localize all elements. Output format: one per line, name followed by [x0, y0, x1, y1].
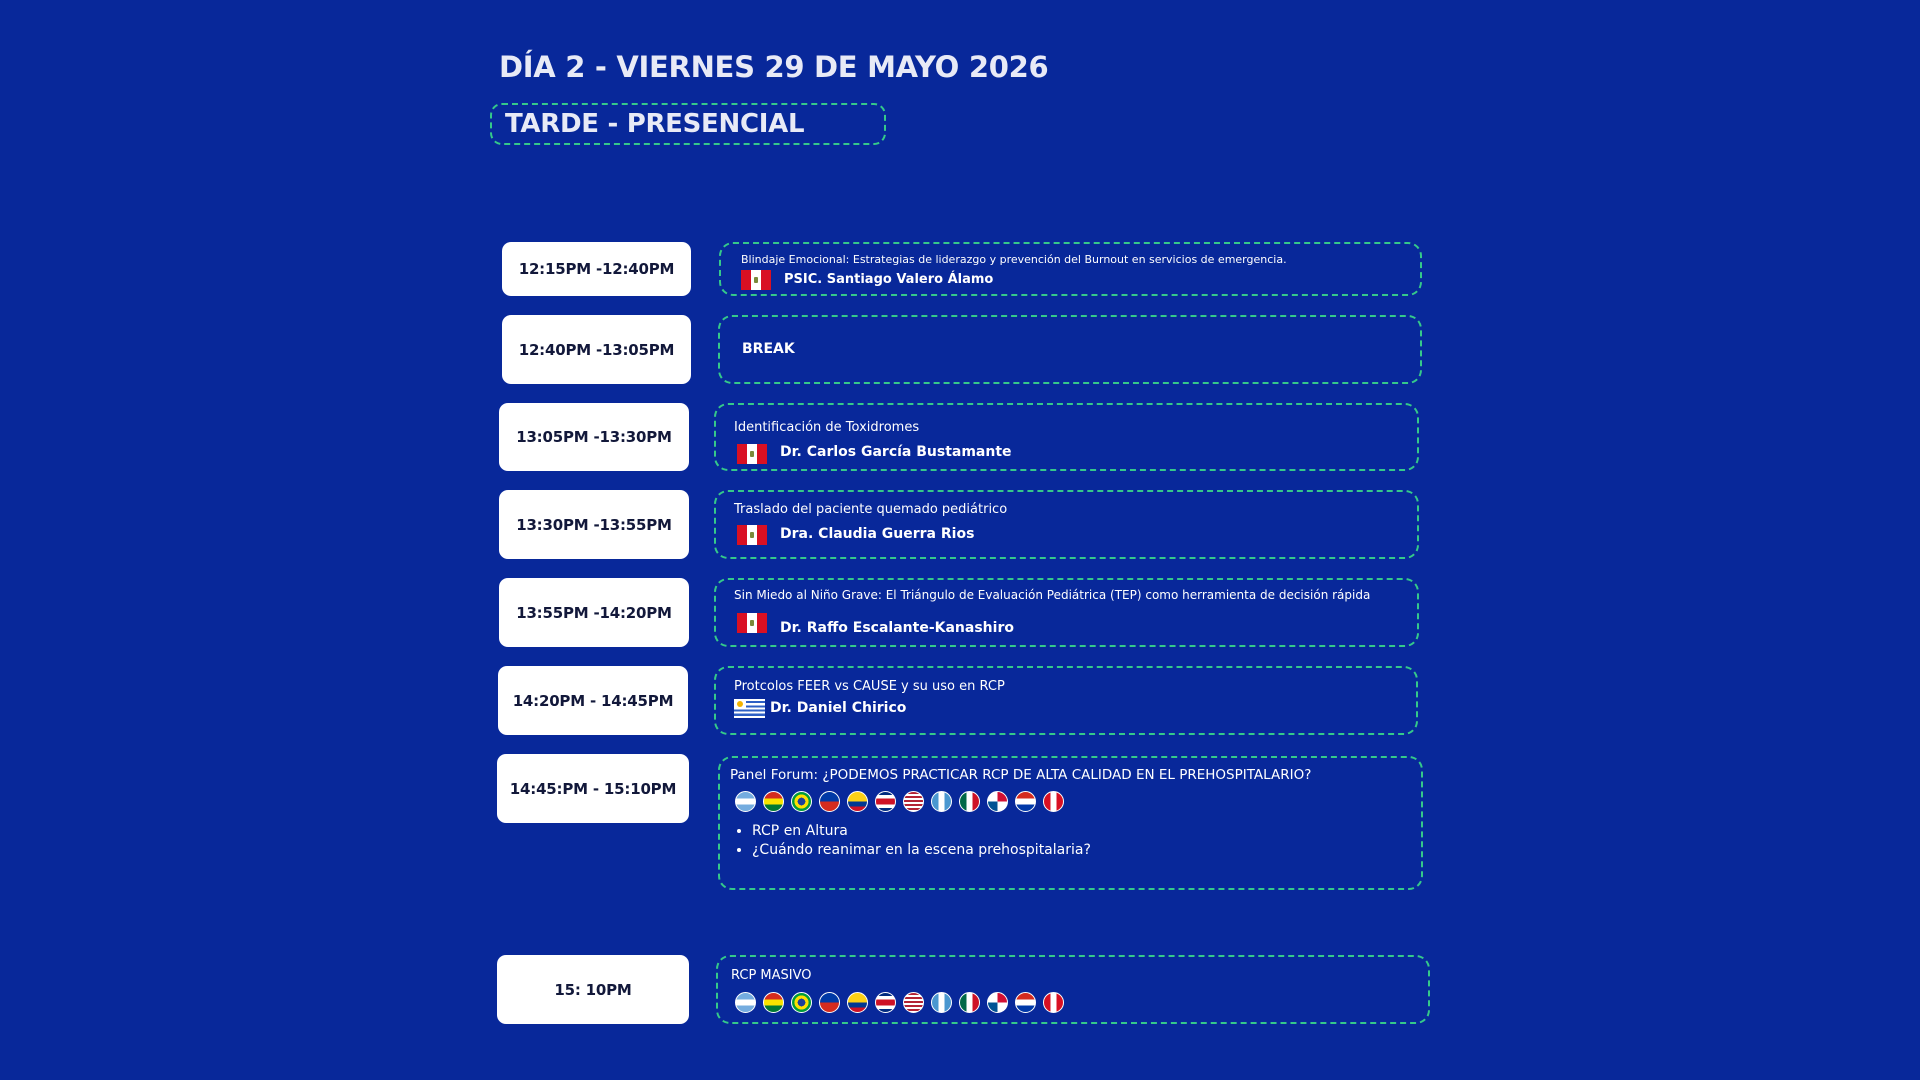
panel-card: [718, 756, 1423, 890]
session-type-box: [490, 103, 886, 145]
time-slot: 12:15PM -12:40PM: [502, 242, 691, 296]
speaker-name: Dr. Daniel Chirico: [770, 700, 907, 716]
list-item: • RCP en Altura: [752, 822, 1091, 841]
time-slot: 15: 10PM: [497, 955, 689, 1024]
colombia-flag-icon: [847, 992, 868, 1013]
uruguay-flag-icon: [734, 699, 765, 718]
session-card: [719, 242, 1422, 296]
usa-flag-icon: [903, 992, 924, 1013]
day-title: DÍA 2 - VIERNES 29 DE MAYO 2026: [499, 50, 1049, 84]
guatemala-flag-icon: [931, 791, 952, 812]
paraguay-flag-icon: [1015, 992, 1036, 1013]
bolivia-flag-icon: [763, 992, 784, 1013]
session-type-label: TARDE - PRESENCIAL: [505, 109, 805, 139]
brazil-flag-icon: [791, 992, 812, 1013]
session-card: [714, 666, 1418, 735]
session-card: [714, 403, 1419, 471]
mexico-flag-icon: [959, 791, 980, 812]
panel-topic: Panel Forum: ¿PODEMOS PRACTICAR RCP DE ALTA CALIDAD EN EL PREHOSPITALARIO?: [730, 767, 1312, 783]
speaker-name: PSIC. Santiago Valero Álamo: [784, 272, 994, 287]
peru-flag-icon: [737, 444, 767, 464]
break-label: BREAK: [742, 341, 795, 357]
session-card: [714, 578, 1419, 647]
argentina-flag-icon: [735, 791, 756, 812]
peru-flag-icon: [737, 525, 767, 545]
session-topic: Traslado del paciente quemado pediátrico: [734, 502, 1008, 517]
time-slot: 14:45:PM - 15:10PM: [497, 754, 689, 823]
speaker-name: Dr. Carlos García Bustamante: [780, 444, 1012, 460]
bolivia-flag-icon: [763, 791, 784, 812]
panama-flag-icon: [987, 791, 1008, 812]
peru-flag-icon: [741, 270, 771, 290]
argentina-flag-icon: [735, 992, 756, 1013]
session-card: [716, 955, 1430, 1024]
time-slot: 13:05PM -13:30PM: [499, 403, 689, 471]
costa-rica-flag-icon: [875, 791, 896, 812]
session-topic: Sin Miedo al Niño Grave: El Triángulo de Evaluación Pediátrica (TEP) como herramienta de decisión rápida: [734, 588, 1371, 602]
colombia-flag-icon: [847, 791, 868, 812]
time-slot: 13:55PM -14:20PM: [499, 578, 689, 647]
session-topic: Blindaje Emocional: Estrategias de liderazgo y prevención del Burnout en servicios de emergencia.: [741, 253, 1287, 266]
chile-flag-icon: [819, 992, 840, 1013]
break-card: [718, 315, 1422, 384]
speaker-name: Dr. Raffo Escalante-Kanashiro: [780, 620, 1014, 636]
session-topic: Identificación de Toxidromes: [734, 420, 920, 435]
mexico-flag-icon: [959, 992, 980, 1013]
panel-topics-list: [730, 822, 1091, 860]
time-slot: 13:30PM -13:55PM: [499, 490, 689, 559]
peru-flag-icon: [1043, 992, 1064, 1013]
usa-flag-icon: [903, 791, 924, 812]
costa-rica-flag-icon: [875, 992, 896, 1013]
peru-flag-icon: [1043, 791, 1064, 812]
paraguay-flag-icon: [1015, 791, 1036, 812]
time-slot: 12:40PM -13:05PM: [502, 315, 691, 384]
session-topic: RCP MASIVO: [731, 968, 812, 983]
session-card: [714, 490, 1419, 559]
country-flags-row: [735, 791, 1064, 812]
country-flags-row: [735, 992, 1064, 1013]
brazil-flag-icon: [791, 791, 812, 812]
session-topic: Protcolos FEER vs CAUSE y su uso en RCP: [734, 679, 1005, 694]
peru-flag-icon: [737, 613, 767, 633]
time-slot: 14:20PM - 14:45PM: [498, 666, 688, 735]
speaker-name: Dra. Claudia Guerra Rios: [780, 526, 975, 542]
chile-flag-icon: [819, 791, 840, 812]
list-item: • ¿Cuándo reanimar en la escena prehospitalaria?: [752, 841, 1091, 860]
panama-flag-icon: [987, 992, 1008, 1013]
guatemala-flag-icon: [931, 992, 952, 1013]
